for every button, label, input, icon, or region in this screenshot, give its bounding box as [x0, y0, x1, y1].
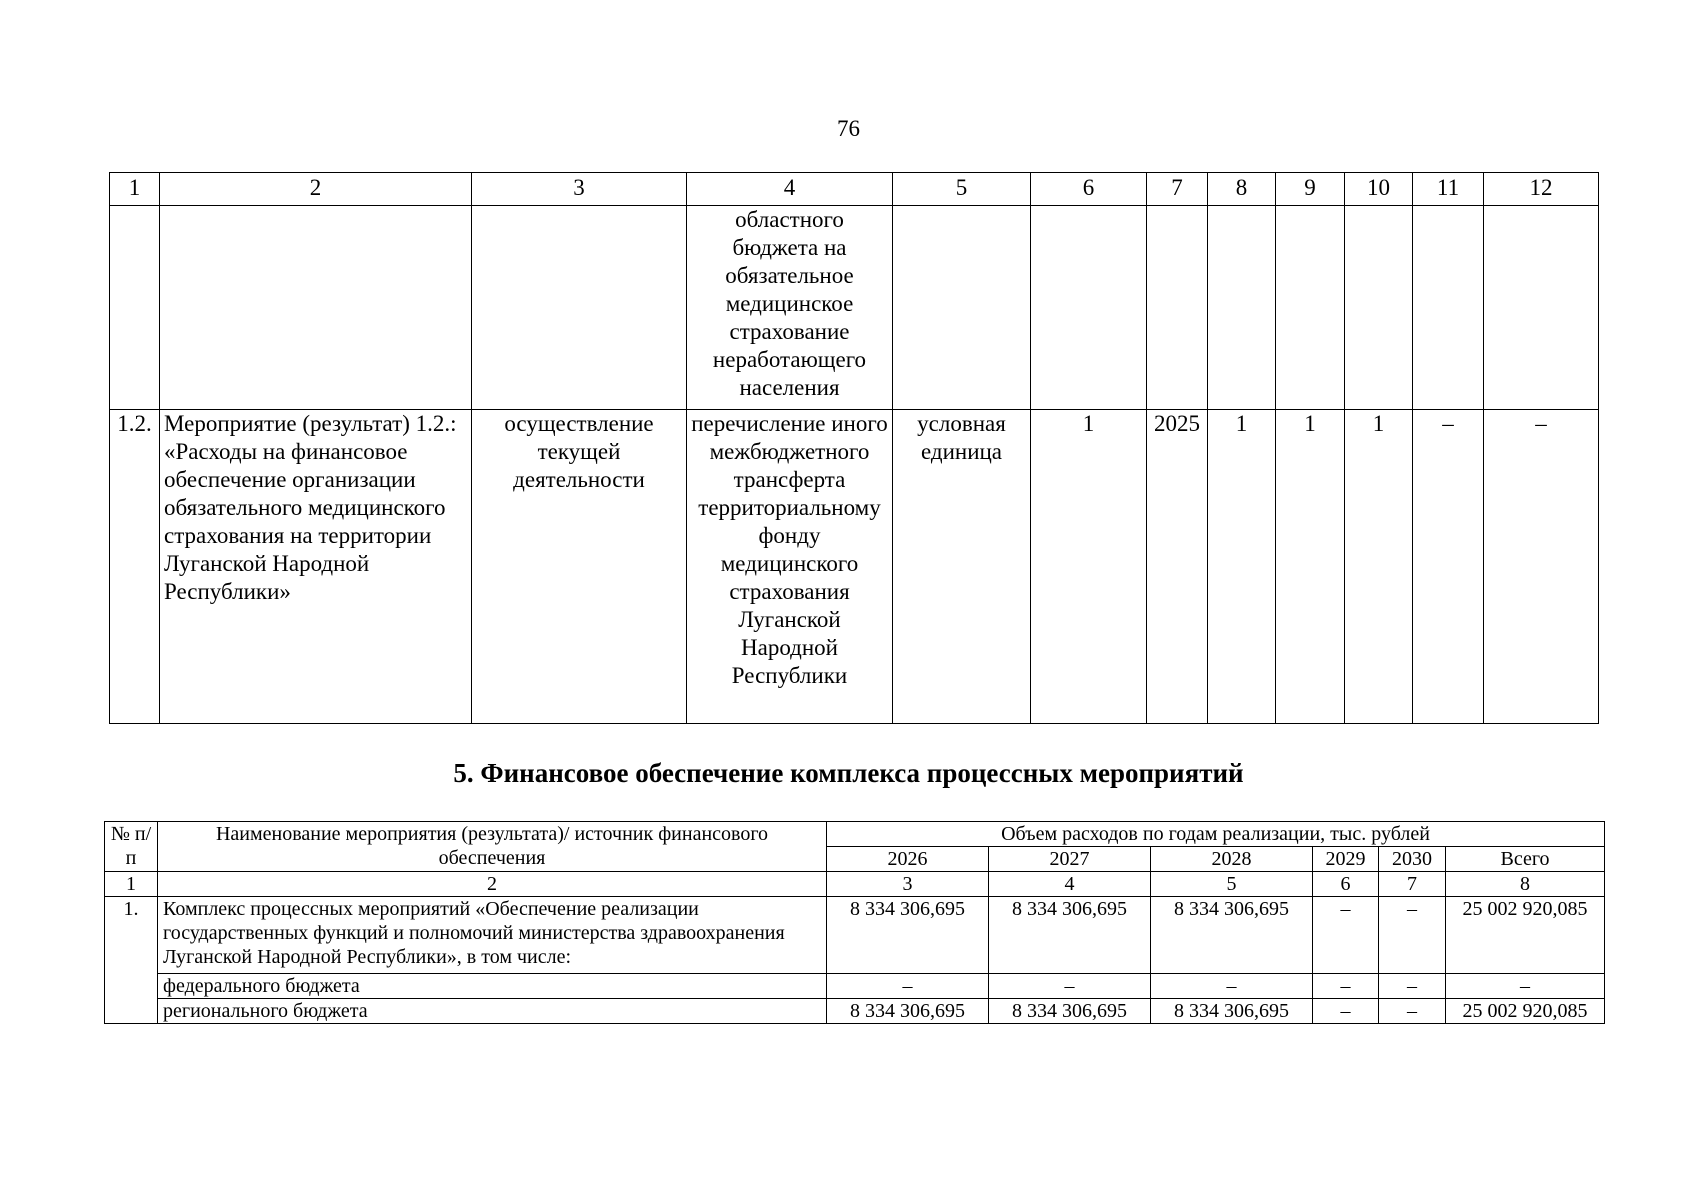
table-cell — [472, 206, 687, 410]
measure-number: 1.2. — [110, 410, 160, 724]
header-cell: 4 — [687, 173, 893, 206]
table-row — [105, 999, 1605, 1024]
value-cell: 8 334 306,695 — [827, 897, 989, 974]
header-cell: 9 — [1276, 173, 1345, 206]
column-number: 3 — [827, 872, 989, 897]
value-cell: 8 334 306,695 — [1151, 999, 1313, 1024]
value-cell: 8 334 306,695 — [1151, 897, 1313, 974]
financing-table — [104, 821, 1605, 1024]
table-row — [105, 974, 1605, 999]
header-cell: 5 — [893, 173, 1031, 206]
header-cell: 6 — [1031, 173, 1147, 206]
table-header-row — [105, 822, 1605, 847]
column-number: 5 — [1151, 872, 1313, 897]
measure-unit: условная единица — [893, 410, 1031, 724]
page-number: 76 — [837, 116, 860, 141]
header-cell: 2 — [160, 173, 472, 206]
measures-table — [109, 172, 1599, 724]
table-row — [110, 206, 1599, 410]
value-cell: 8 334 306,695 — [989, 999, 1151, 1024]
header-year: 2028 — [1151, 847, 1313, 872]
value-cell: – — [1379, 897, 1446, 974]
table-row — [110, 410, 1599, 724]
value-cell: – — [1379, 999, 1446, 1024]
table-cell — [1147, 206, 1208, 410]
table-cell — [1413, 206, 1484, 410]
measure-year: 2025 — [1147, 410, 1208, 724]
table-cell: – — [1413, 410, 1484, 724]
header-year: 2029 — [1313, 847, 1379, 872]
header-year: 2026 — [827, 847, 989, 872]
measure-characteristic: перечисление иного межбюджетного трансферта территориальному фонду медицинского страхования Луганской Народной Республики — [687, 410, 893, 724]
header-name: Наименование мероприятия (результата)/ источник финансового обеспечения — [158, 822, 827, 872]
value-cell: – — [827, 974, 989, 999]
column-number-row — [105, 872, 1605, 897]
section-title: 5. Финансовое обеспечение комплекса процессных мероприятий — [453, 758, 1244, 788]
header-total: Всего — [1446, 847, 1605, 872]
table-cell: – — [1484, 410, 1599, 724]
header-cell: 12 — [1484, 173, 1599, 206]
table-header-row — [110, 173, 1599, 206]
column-number: 1 — [105, 872, 158, 897]
value-cell: – — [1313, 897, 1379, 974]
column-number: 4 — [989, 872, 1151, 897]
header-year: 2030 — [1379, 847, 1446, 872]
value-cell: – — [1151, 974, 1313, 999]
table-cell — [110, 206, 160, 410]
row-name: регионального бюджета — [158, 999, 827, 1024]
row-name: федерального бюджета — [158, 974, 827, 999]
table-cell — [160, 206, 472, 410]
measure-characteristic-continued: областного бюджета на обязательное медицинское страхование неработающего населения — [687, 206, 893, 410]
table-cell — [1031, 206, 1147, 410]
header-volume: Объем расходов по годам реализации, тыс. рублей — [827, 822, 1605, 847]
table-cell — [1276, 206, 1345, 410]
header-number: № п/п — [105, 822, 158, 872]
value-cell: – — [1313, 999, 1379, 1024]
total-cell: 25 002 920,085 — [1446, 999, 1605, 1024]
value-cell: – — [1379, 974, 1446, 999]
table-cell — [893, 206, 1031, 410]
header-cell: 10 — [1345, 173, 1413, 206]
measure-name: Мероприятие (результат) 1.2.: «Расходы на финансовое обеспечение организации обязательного медицинского страхования на территории Луганской Народной Республики» — [160, 410, 472, 724]
table-cell — [1345, 206, 1413, 410]
table-cell — [1208, 206, 1276, 410]
table-cell: 1 — [1208, 410, 1276, 724]
column-number: 8 — [1446, 872, 1605, 897]
measure-type: осуществление текущей деятельности — [472, 410, 687, 724]
table-row — [105, 897, 1605, 974]
total-cell: – — [1446, 974, 1605, 999]
header-cell: 7 — [1147, 173, 1208, 206]
header-cell: 3 — [472, 173, 687, 206]
header-cell: 1 — [110, 173, 160, 206]
value-cell: 8 334 306,695 — [989, 897, 1151, 974]
table-cell: 1 — [1031, 410, 1147, 724]
header-cell: 11 — [1413, 173, 1484, 206]
table-cell: 1 — [1345, 410, 1413, 724]
header-cell: 8 — [1208, 173, 1276, 206]
total-cell: 25 002 920,085 — [1446, 897, 1605, 974]
value-cell: 8 334 306,695 — [827, 999, 989, 1024]
column-number: 6 — [1313, 872, 1379, 897]
row-name: Комплекс процессных мероприятий «Обеспечение реализации государственных функций и полномочий министерства здравоохранения Луганской Народной Республики», в том числе: — [158, 897, 827, 974]
value-cell: – — [1313, 974, 1379, 999]
table-cell: 1 — [1276, 410, 1345, 724]
row-number: 1. — [105, 897, 158, 1024]
table-cell — [1484, 206, 1599, 410]
column-number: 2 — [158, 872, 827, 897]
column-number: 7 — [1379, 872, 1446, 897]
header-year: 2027 — [989, 847, 1151, 872]
value-cell: – — [989, 974, 1151, 999]
